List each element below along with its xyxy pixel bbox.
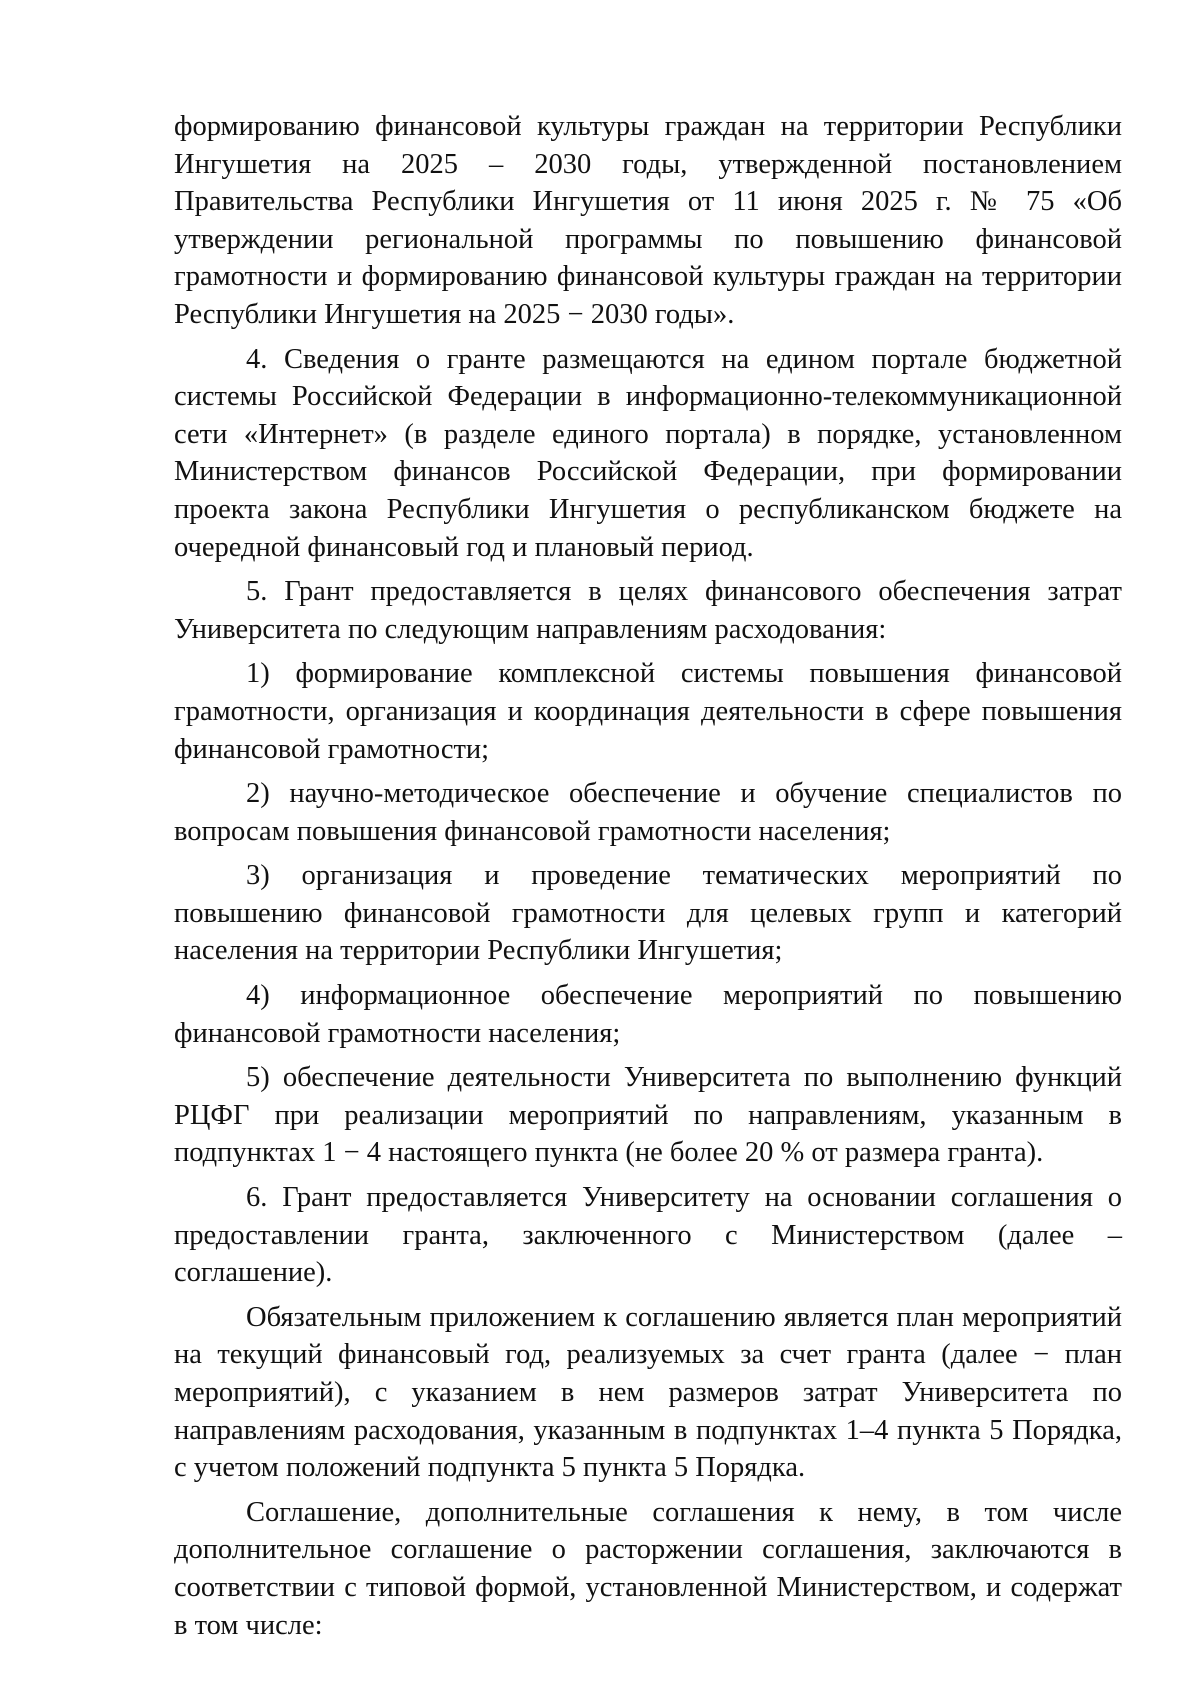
paragraph-item-6: 6. Грант предоставляется Университету на основании соглашения о предоставлении гранта, заключенного с Министерством (далее – соглашение). [174, 1182, 1122, 1289]
subitem-4: 4) информационное обеспечение мероприятий по повышению финансовой грамотности населения; [174, 980, 1122, 1049]
subitem-5: 5) обеспечение деятельности Университета по выполнению функций РЦФГ при реализации мероприятий по направлениям, указанным в подпунктах 1 − 4 настоящего пункта (не более 20 % от размера гранта). [174, 1062, 1122, 1169]
paragraph-agreement: Соглашение, дополнительные соглашения к нему, в том числе дополнительное соглашение о расторжении соглашения, заключаются в соответствии с типовой формой, установленной Министерством, и содержат в том числе: [174, 1496, 1122, 1641]
subitem-1: 1) формирование комплексной системы повышения финансовой грамотности, организация и координация деятельности в сфере повышения финансовой грамотности; [174, 658, 1122, 765]
paragraph-item-4: 4. Сведения о гранте размещаются на едином портале бюджетной системы Российской Федерации в информационно-телекоммуникационной сети «Интернет» (в разделе единого портала) в порядке, установленном Министерством финансов Российской Федерации, при формировании проекта закона Республики Ингушетия о республиканском бюджете на очередной финансовый год и плановый период. [174, 343, 1122, 563]
paragraph-appendix: Обязательным приложением к соглашению является план мероприятий на текущий финансовый год, реализуемых за счет гранта (далее − план мероприятий), с указанием в нем размеров затрат Университета по направлениям расходования, указанным в подпунктах 1–4 пункта 5 Порядка, с учетом положений подпункта 5 пункта 5 Порядка. [174, 1301, 1122, 1484]
paragraph-item-5: 5. Грант предоставляется в целях финансового обеспечения затрат Университета по следующим направлениям расходования: [174, 576, 1122, 645]
paragraph-continuation: формированию финансовой культуры граждан на территории Республики Ингушетия на 2025 – 2030 годы, утвержденной постановлением Правительства Республики Ингушетия от 11 июня 2025 г. № 75 «Об утверждении региональной программы по повышению финансовой грамотности и формированию финансовой культуры граждан на территории Республики Ингушетия на 2025 − 2030 годы». [174, 111, 1122, 330]
document-page [174, 108, 1122, 1644]
subitem-2: 2) научно-методическое обеспечение и обучение специалистов по вопросам повышения финансовой грамотности населения; [174, 778, 1122, 847]
subitem-3: 3) организация и проведение тематических мероприятий по повышению финансовой грамотности для целевых групп и категорий населения на территории Республики Ингушетия; [174, 860, 1122, 967]
